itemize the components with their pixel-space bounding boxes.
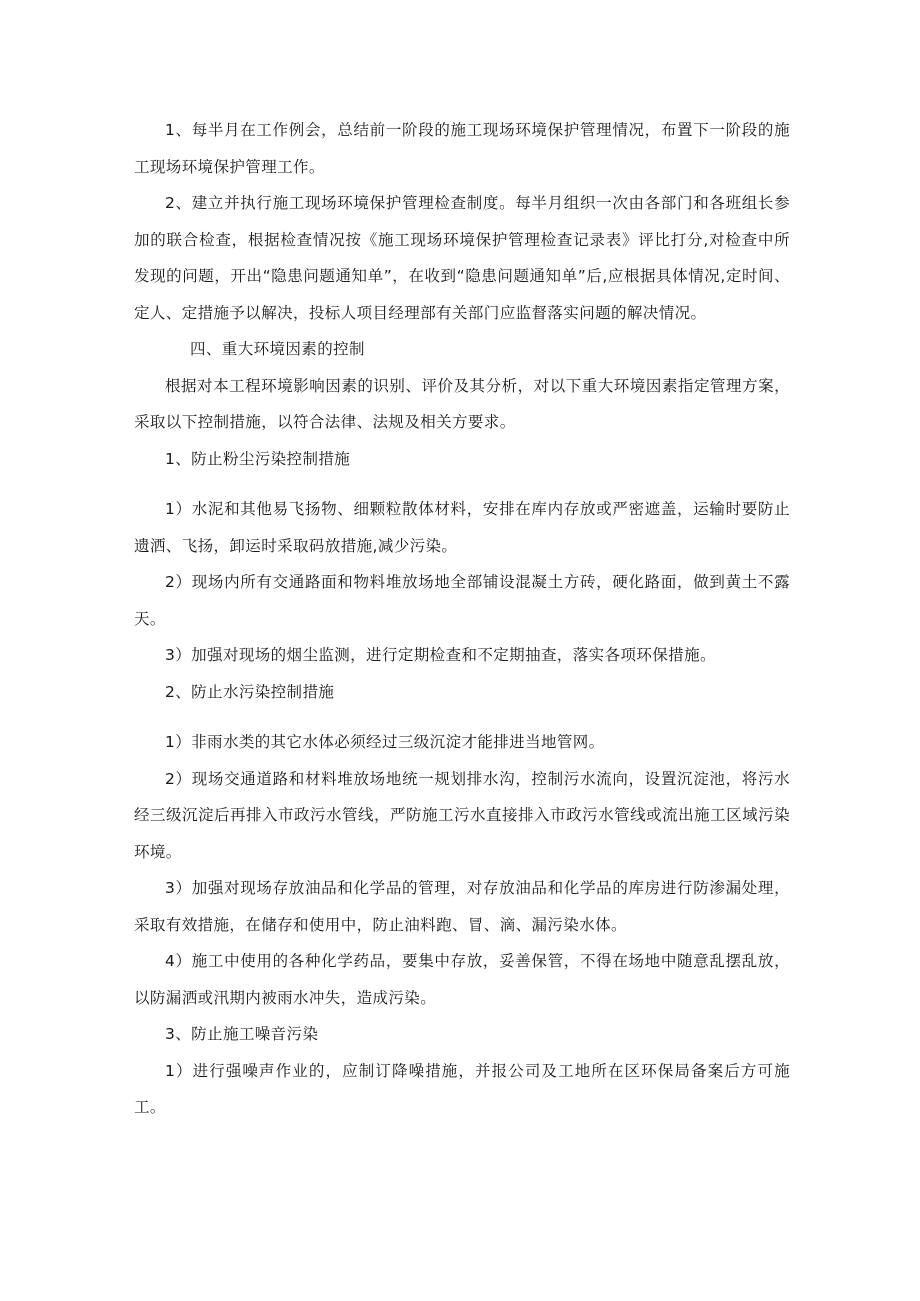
list-item-water-4: 4）施工中使用的各种化学药品，要集中存放，妥善保管，不得在场地中随意乱摆乱放，以防漏洒或汛期内被雨水冲失，造成污染。 [134, 952, 790, 1007]
list-item-dust-1: 1）水泥和其他易飞扬物、细颗粒散体材料，安排在库内存放或严密遮盖，运输时要防止遗洒、飞扬，卸运时采取码放措施,减少污染。 [134, 500, 790, 555]
list-item-water-3: 3）加强对现场存放油品和化学品的管理，对存放油品和化学品的库房进行防渗漏处理，采取有效措施，在储存和使用中，防止油料跑、冒、滴、漏污染水体。 [134, 879, 790, 934]
document-page [134, 112, 790, 1126]
spacer [134, 710, 790, 724]
subheading-dust-control: 1、防止粉尘污染控制措施 [165, 449, 351, 468]
list-item-water-2: 2）现场交通道路和材料堆放场地统一规划排水沟，控制污水流向，设置沉淀池，将污水经三级沉淀后再排入市政污水管线，严防施工污水直接排入市政污水管线或流出施工区域污染环境。 [134, 769, 790, 861]
paragraph-meeting-summary: 1、每半月在工作例会，总结前一阶段的施工现场环境保护管理情况，布置下一阶段的施工现场环境保护管理工作。 [134, 121, 790, 176]
paragraph-inspection-system: 2、建立并执行施工现场环境保护管理检查制度。每半月组织一次由各部门和各班组长参加的联合检查，根据检查情况按《施工现场环境保护管理检查记录表》评比打分,对检查中所发现的问题，开出“隐患问题通知单”，在收到“隐患问题通知单”后,应根据具体情况,定时间、定人、定措施予以解决，投标人项目经理部有关部门应监督落实问题的解决情况。 [134, 194, 790, 322]
subheading-noise-control: 3、防止施工噪音污染 [165, 1025, 319, 1043]
list-item-dust-2: 2）现场内所有交通路面和物料堆放场地全部铺设混凝土方砖，硬化路面，做到黄土不露天。 [134, 573, 790, 628]
subheading-water-control: 2、防止水污染控制措施 [165, 682, 335, 701]
section-heading-major-factors: 四、重大环境因素的控制 [190, 340, 365, 358]
spacer [134, 477, 790, 491]
list-item-noise-1: 1）进行强噪声作业的，应制订降噪措施，并报公司及工地所在区环保局备案后方可施工。 [134, 1061, 790, 1116]
paragraph-control-intro: 根据对本工程环境影响因素的识别、评价及其分析，对以下重大环境因素指定管理方案，采取以下控制措施，以符合法律、法规及相关方要求。 [134, 376, 790, 431]
list-item-water-1: 1）非雨水类的其它水体必须经过三级沉淀才能排进当地管网。 [165, 733, 605, 751]
list-item-dust-3: 3）加强对现场的烟尘监测，进行定期检查和不定期抽查，落实各项环保措施。 [165, 646, 716, 664]
